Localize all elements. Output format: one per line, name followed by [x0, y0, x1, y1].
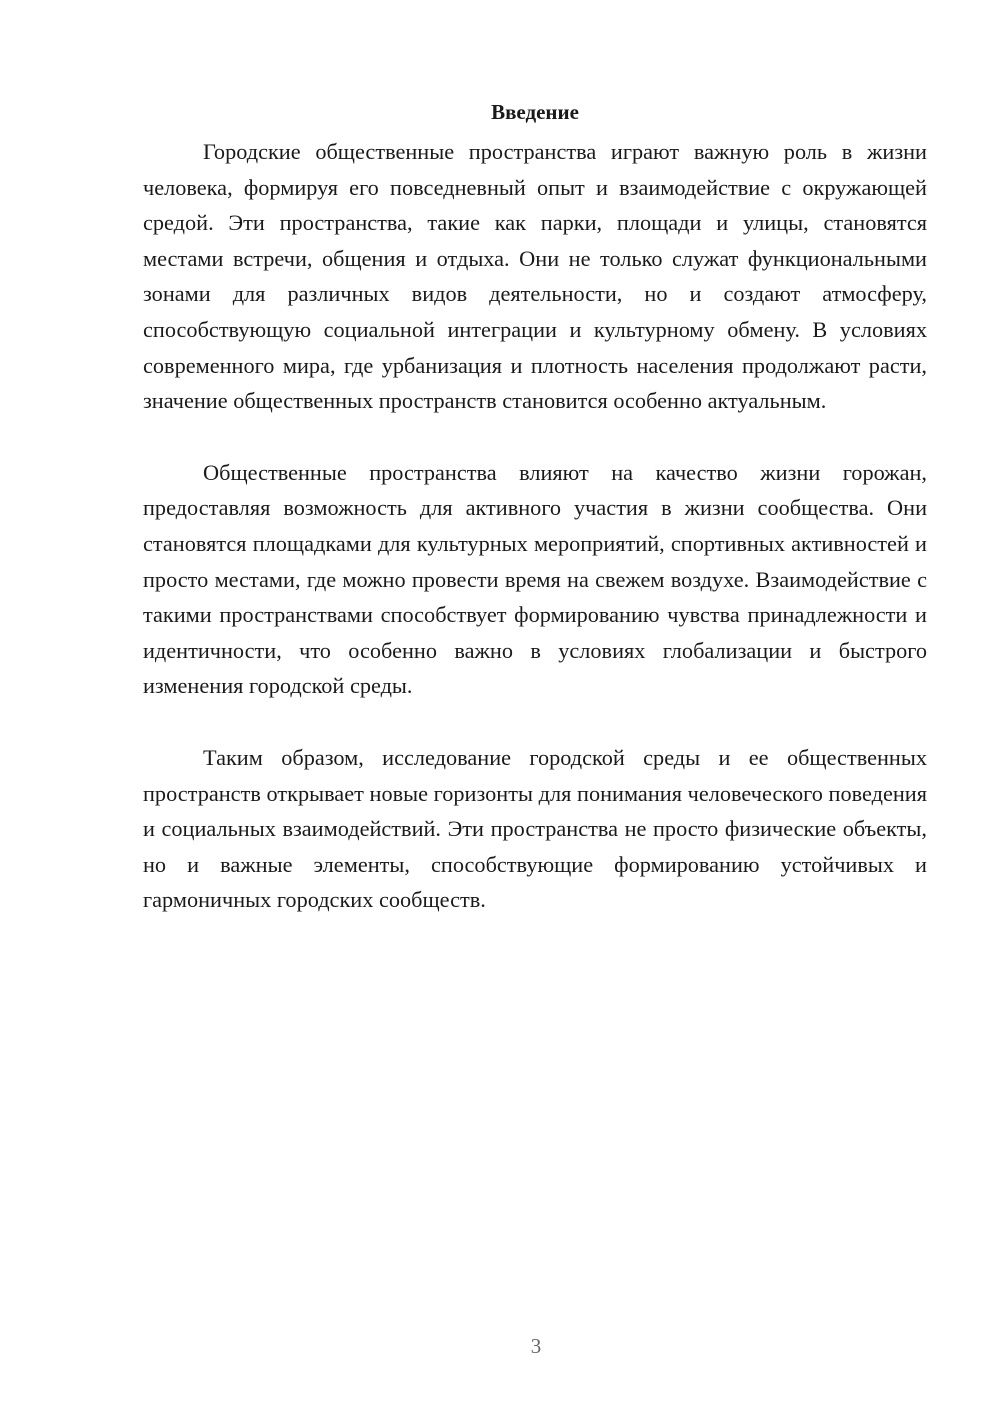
section-heading: Введение [491, 100, 579, 124]
paragraph-3: Таким образом, исследование городской среды и ее общественных пространств открывает новые горизонты для понимания человеческого поведения и социальных взаимодействий. Эти пространства не просто физические объекты, но и важные элементы, способствующие формированию устойчивых и гармоничных городских сообществ. [143, 744, 927, 913]
paragraph-1: Городские общественные пространства играют важную роль в жизни человека, формируя его повседневный опыт и взаимодействие с окружающей средой. Эти пространства, такие как парки, площади и улицы, становятся местами встречи, общения и отдыха. Они не только служат функциональными зонами для различных видов деятельности, но и создают атмосферу, способствующую социальной интеграции и культурному обмену. В условиях современного мира, где урбанизация и плотность населения продолжают расти, значение общественных пространств становится особенно актуальным. [143, 139, 927, 414]
page-number: 3 [530, 1334, 542, 1358]
paragraph-2: Общественные пространства влияют на качество жизни горожан, предоставляя возможность для активного участия в жизни сообщества. Они становятся площадками для культурных мероприятий, спортивных активностей и просто местами, где можно провести время на свежем воздухе. Взаимодействие с такими пространствами способствует формированию чувства принадлежности и идентичности, что особенно важно в условиях глобализации и быстрого изменения городской среды. [143, 459, 927, 699]
page-content [143, 97, 927, 954]
